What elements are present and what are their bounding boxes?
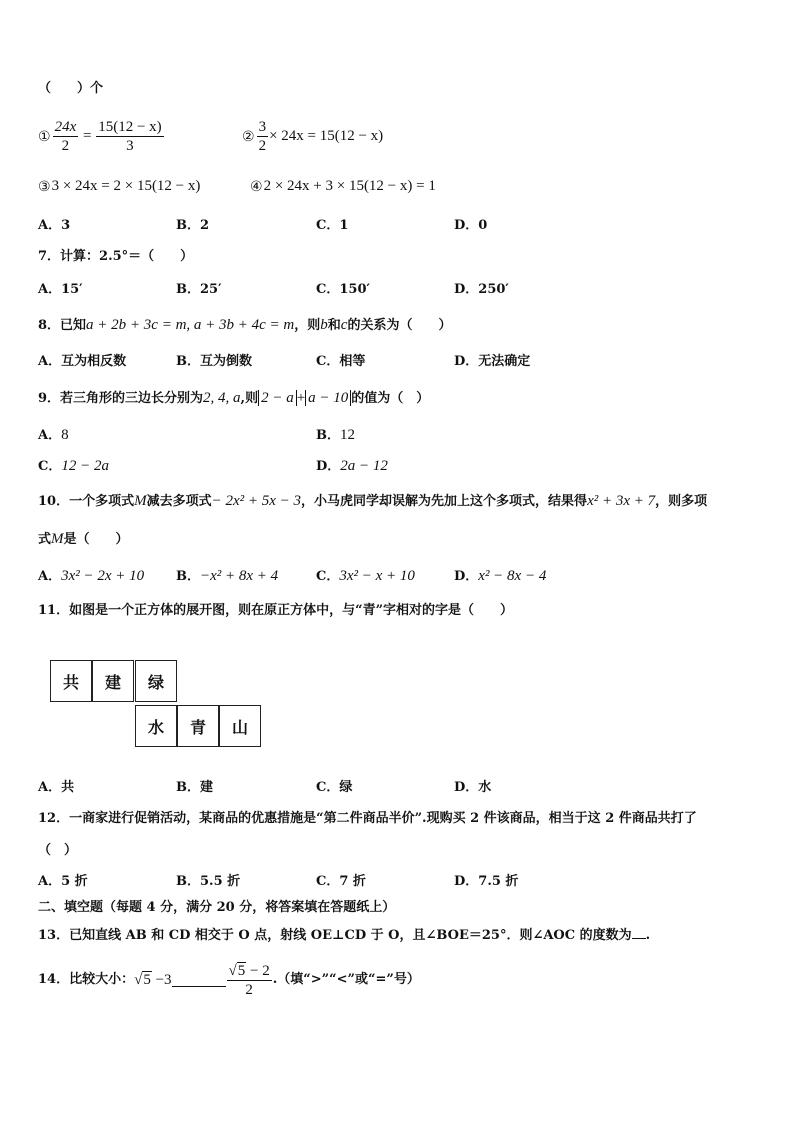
q6-equation-3: [38, 178, 200, 195]
q6-option-a[interactable]: A．3: [38, 218, 71, 233]
q11-option-c[interactable]: C．绿: [316, 780, 353, 795]
q12-option-b[interactable]: B．5.5 折: [176, 874, 241, 889]
net-cell: 水: [135, 705, 177, 747]
q10-option-d[interactable]: D．x² − 8x − 4: [454, 568, 547, 584]
absolute-value: a − 10: [305, 390, 351, 406]
q6-option-d[interactable]: D．0: [454, 218, 488, 233]
answer-blank[interactable]: [632, 926, 646, 939]
q11-option-d[interactable]: D．水: [454, 780, 492, 795]
q10-option-b[interactable]: B．−x² + 8x + 4: [176, 568, 279, 584]
q6-option-c[interactable]: C．1: [316, 218, 349, 233]
numerator: 3: [258, 119, 267, 135]
q6-equation-4: [250, 178, 436, 195]
q8-option-c[interactable]: C．相等: [316, 354, 366, 369]
q6-equation-1: ① $\frac{24x}{2}$ = $\frac{15(12 - x)}{3}$: [38, 119, 162, 154]
q9-option-b[interactable]: B．12: [316, 427, 355, 443]
q9-option-a[interactable]: A．8: [38, 427, 69, 443]
equation-text: 3 × 24x = 2 × 15(12 − x): [51, 178, 201, 194]
fraction: [257, 118, 269, 155]
q6-tail: （ ）个: [38, 81, 104, 96]
q9-option-d[interactable]: D．2a − 12: [316, 458, 388, 474]
q8-option-d[interactable]: D．无法确定: [454, 354, 531, 369]
equation-text: 2 × 24x + 3 × 15(12 − x) = 1: [263, 178, 436, 194]
q6-option-b[interactable]: B．2: [176, 218, 210, 233]
fraction: [53, 118, 79, 155]
fraction: [96, 118, 163, 155]
q7-option-a[interactable]: A．15′: [38, 282, 83, 297]
q14-stem: 14．比较大小： √5 −3 $\frac{√5 - 2}{2}$ .（填“>”“<”或“=”号）: [38, 962, 420, 998]
q12-option-a[interactable]: A．5 折: [38, 874, 88, 889]
absolute-value: 2 − a: [258, 390, 297, 406]
answer-blank[interactable]: [172, 974, 226, 987]
net-cell: 建: [92, 660, 134, 702]
q8-option-a[interactable]: A．互为相反数: [38, 354, 127, 369]
q9-option-c[interactable]: C．12 − 2a: [38, 458, 109, 474]
denominator: 3: [126, 138, 134, 154]
q8-math: a + 2b + 3c = m, a + 3b + 4c = m: [86, 317, 295, 333]
net-cell: 共: [50, 660, 92, 702]
circled-marker-1: ①: [38, 128, 51, 145]
q10-stem-line1: 10．一个多项式M减去多项式− 2x² + 5x − 3，小马虎同学却误解为先加上这个多项式，结果得x² + 3x + 7，则多项: [38, 493, 708, 509]
equation-rest: × 24x = 15(12 − x): [269, 128, 384, 144]
q12-option-d[interactable]: D．7.5 折: [454, 874, 519, 889]
q11-stem: 11．如图是一个正方体的展开图，则在原正方体中，与“青”字相对的字是（ ）: [38, 603, 514, 618]
denominator: 2: [258, 138, 267, 154]
q11-option-a[interactable]: A．共: [38, 780, 75, 795]
q7-stem: 7．计算：2.5°＝（ ）: [38, 249, 194, 264]
q10-option-a[interactable]: A．3x² − 2x + 10: [38, 568, 145, 584]
q12-option-c[interactable]: C．7 折: [316, 874, 366, 889]
q8-stem: 8．已知a + 2b + 3c = m, a + 3b + 4c = m，则b和c的关系为（ ）: [38, 317, 452, 333]
numerator: 15(12 − x): [98, 119, 162, 135]
numerator: 24x: [54, 119, 77, 135]
sqrt-expression: √5 −3: [134, 972, 172, 988]
net-cell: 山: [219, 705, 261, 747]
section-heading: 二、填空题（每题 4 分，满分 20 分，将答案填在答题纸上）: [38, 900, 396, 915]
q7-option-b[interactable]: B．25′: [176, 282, 222, 297]
q6-equation-2: [242, 118, 383, 155]
net-cell: 青: [177, 705, 219, 747]
circled-marker-4: ④: [250, 178, 263, 195]
net-cell: 绿: [135, 660, 177, 702]
circled-marker-3: ③: [38, 178, 51, 195]
q7-option-d[interactable]: D．250′: [454, 282, 509, 297]
q8-option-b[interactable]: B．互为倒数: [176, 354, 253, 369]
circled-marker-2: ②: [242, 128, 255, 145]
q10-stem-line2: 式M是（ ）: [38, 531, 129, 547]
denominator: 2: [61, 138, 70, 154]
fraction: $\frac{√5 - 2}{2}$: [228, 962, 270, 998]
q11-option-b[interactable]: B．建: [176, 780, 214, 795]
q9-stem: 9．若三角形的三边长分别为2, 4, a,则 2 − a + a − 10 的值为（ ）: [38, 390, 430, 406]
q12-stem-line1: 12．一商家进行促销活动，某商品的优惠措施是“第二件商品半价”.现购买 2 件该商品，相当于这 2 件商品共打了: [38, 811, 697, 826]
q13-stem: 13．已知直线 AB 和 CD 相交于 O 点，射线 OE⊥CD 于 O，且∠BOE＝25°．则∠AOC 的度数为 .: [38, 928, 651, 943]
q10-option-c[interactable]: C．3x² − x + 10: [316, 568, 415, 584]
q12-stem-line2: （ ）: [38, 843, 78, 858]
q7-option-c[interactable]: C．150′: [316, 282, 370, 297]
